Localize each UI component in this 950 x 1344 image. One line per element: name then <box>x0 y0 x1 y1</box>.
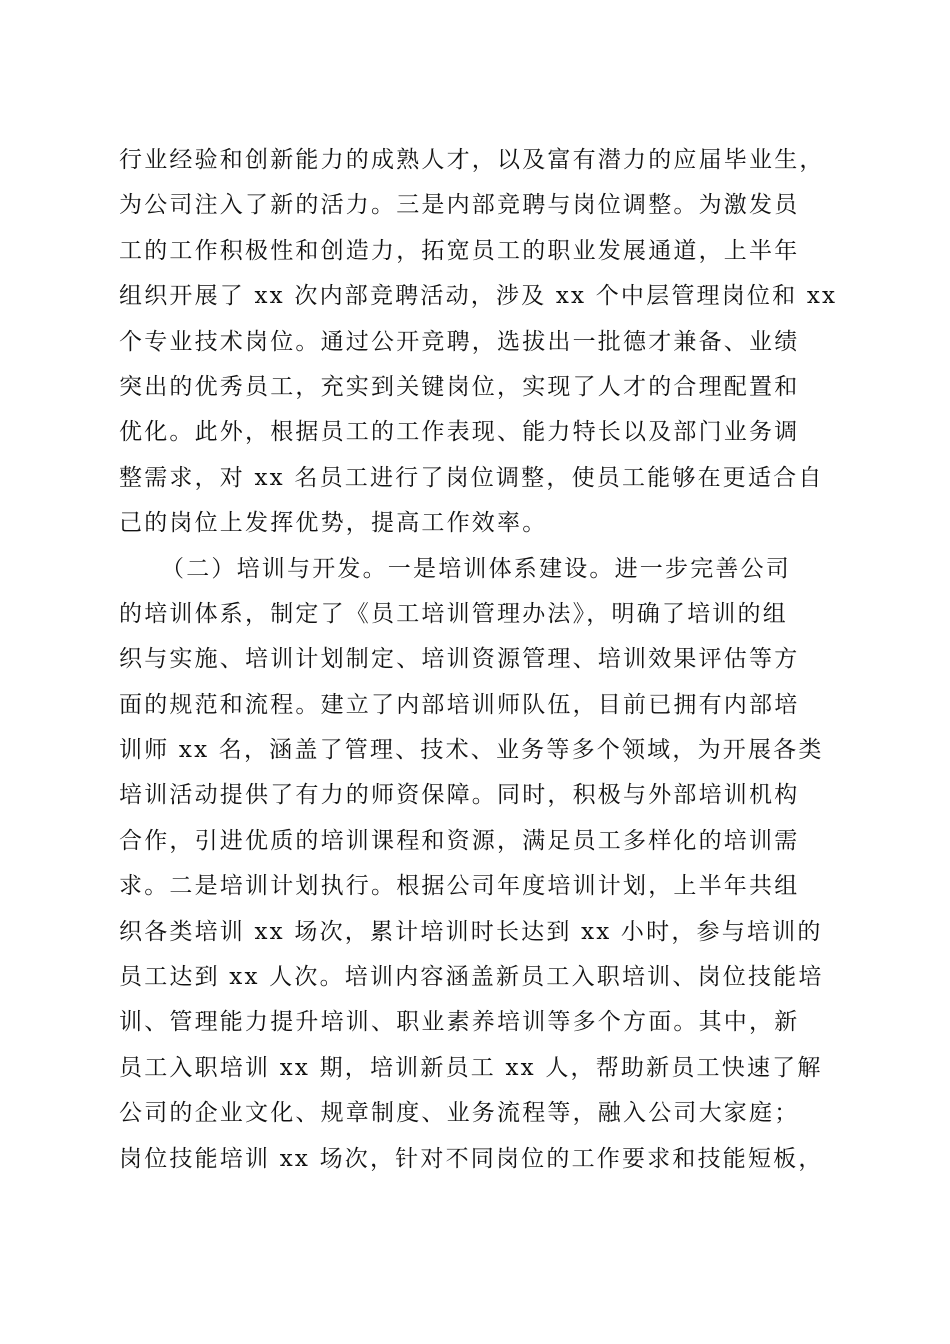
text-line: 的培训体系，制定了《员工培训管理办法》，明确了培训的组 <box>119 600 788 627</box>
text-line: 面的规范和流程。建立了内部培训师队伍，目前已拥有内部培 <box>119 691 800 718</box>
text-line: 训、管理能力提升培训、职业素养培训等多个方面。其中，新 <box>119 1009 800 1036</box>
text-line: 员工入职培训 xx 期，培训新员工 xx 人，帮助新员工快速了解 <box>119 1054 823 1081</box>
text-line: 行业经验和创新能力的成熟人才，以及富有潜力的应届毕业生， <box>119 147 825 173</box>
text-line: 个专业技术岗位。通过公开竞聘，选拔出一批德才兼备、业绩 <box>119 328 800 355</box>
text-line: 岗位技能培训 xx 场次，针对不同岗位的工作要求和技能短板， <box>119 1145 824 1172</box>
section-heading-line: （二）培训与开发。一是培训体系建设。进一步完善公司 <box>161 555 791 582</box>
text-line: 工的工作积极性和创造力，拓宽员工的职业发展通道，上半年 <box>119 237 800 264</box>
text-line: 突出的优秀员工，充实到关键岗位，实现了人才的合理配置和 <box>119 373 800 400</box>
text-line: 培训活动提供了有力的师资保障。同时，积极与外部培训机构 <box>119 782 800 809</box>
text-line: 合作，引进优质的培训课程和资源，满足员工多样化的培训需 <box>119 827 800 854</box>
text-line: 组织开展了 xx 次内部竞聘活动，涉及 xx 个中层管理岗位和 xx <box>119 283 838 310</box>
body-text <box>119 138 838 1182</box>
text-line: 己的岗位上发挥优势，提高工作效率。 <box>119 510 548 537</box>
text-line: 为公司注入了新的活力。三是内部竞聘与岗位调整。为激发员 <box>119 192 800 219</box>
text-line: 优化。此外，根据员工的工作表现、能力特长以及部门业务调 <box>119 419 800 446</box>
text-line: 织各类培训 xx 场次，累计培训时长达到 xx 小时，参与培训的 <box>119 918 823 945</box>
text-line: 训师 xx 名，涵盖了管理、技术、业务等多个领域，为开展各类 <box>119 737 824 764</box>
text-line: 整需求，对 xx 名员工进行了岗位调整，使员工能够在更适合自 <box>119 464 824 491</box>
text-line: 公司的企业文化、规章制度、业务流程等，融入公司大家庭； <box>119 1100 800 1127</box>
text-line: 求。二是培训计划执行。根据公司年度培训计划，上半年共组 <box>119 873 800 900</box>
text-line: 员工达到 xx 人次。培训内容涵盖新员工入职培训、岗位技能培 <box>119 964 824 991</box>
text-line: 织与实施、培训计划制定、培训资源管理、培训效果评估等方 <box>119 646 800 673</box>
